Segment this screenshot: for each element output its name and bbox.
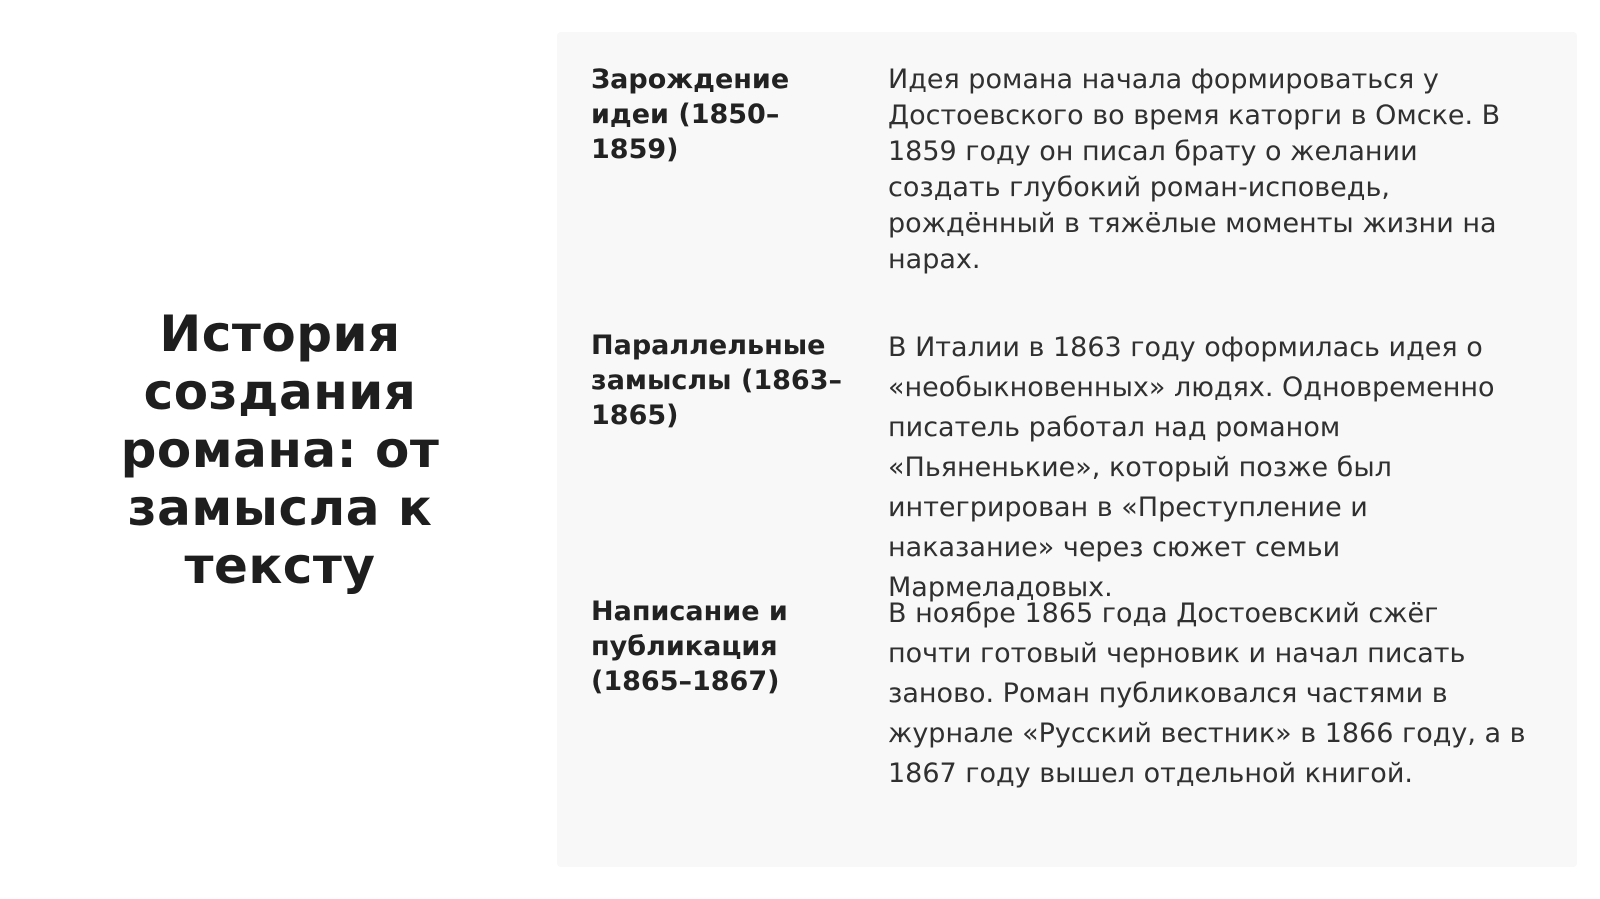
timeline-panel bbox=[557, 32, 1577, 867]
timeline-text: В ноябре 1865 года Достоевский сжёг почти готовый черновик и начал писать заново. Роман публиковался частями в журнале «Русский вестник» в 1866 году, а в 1867 году вышел отдельной книгой. bbox=[888, 598, 1526, 789]
timeline-heading: Параллельные замыслы (1863–1865) bbox=[591, 330, 842, 431]
timeline-text: В Италии в 1863 году оформилась идея о «необыкновенных» людях. Одновременно писатель работал над романом «Пьяненькие», который позже был интегрирован в «Преступление и наказание» через сюжет семьи Мармеладовых. bbox=[888, 332, 1495, 603]
title-area bbox=[80, 0, 480, 899]
slide-title: История создания романа: от замысла к тексту bbox=[120, 304, 440, 595]
timeline-text: Идея романа начала формироваться у Достоевского во время каторги в Омске. В 1859 году он писал брату о желании создать глубокий роман-исповедь, рождённый в тяжёлые моменты жизни на нарах. bbox=[888, 64, 1501, 275]
timeline-heading: Зарождение идеи (1850–1859) bbox=[591, 64, 790, 165]
timeline-heading: Написание и публикация (1865–1867) bbox=[591, 596, 788, 697]
